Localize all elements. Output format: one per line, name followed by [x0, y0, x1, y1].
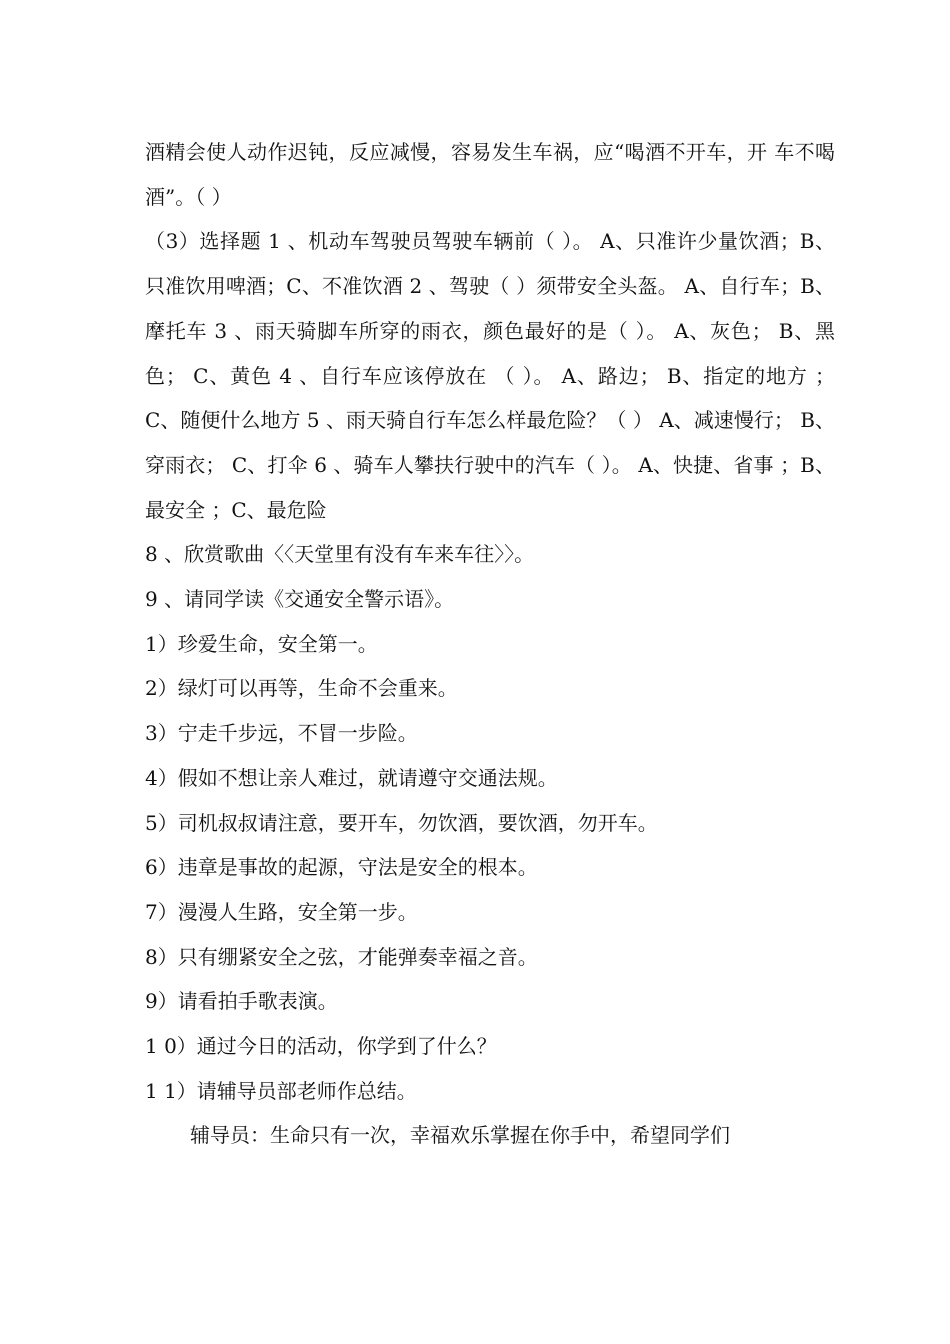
- paragraph-item-11: 1 1）请辅导员部老师作总结。: [145, 1078, 417, 1103]
- paragraph-question-10: 1 0）通过今日的活动，你学到了什么？: [145, 1034, 497, 1059]
- paragraph-counselor-summary: 辅导员：生命只有一次，幸福欢乐掌握在你手中，希望同学们: [190, 1123, 730, 1148]
- slogan-item-1: 1）珍爱生命，安全第一。: [145, 631, 378, 656]
- slogan-item-8: 8）只有绷紧安全之弦，才能弹奏幸福之音。: [145, 944, 538, 969]
- slogan-item-9: 9）请看拍手歌表演。: [145, 989, 338, 1014]
- slogan-item-3: 3）宁走千步远，不冒一步险。: [145, 721, 418, 746]
- slogan-item-6: 6）违章是事故的起源，守法是安全的根本。: [145, 855, 538, 880]
- paragraph-slogans-intro: 9 、请同学读《交通安全警示语》。: [145, 587, 455, 612]
- slogan-item-5: 5）司机叔叔请注意，要开车，勿饮酒，要饮酒，勿开车。: [145, 810, 658, 835]
- slogan-item-7: 7）漫漫人生路，安全第一步。: [145, 899, 418, 924]
- paragraph-alcohol-statement: 酒精会使人动作迟钝，反应减慢，容易发生车祸，应“喝酒不开车，开 车不喝酒”。（ ）: [145, 140, 835, 209]
- paragraph-multiple-choice: （3）选择题 1 、机动车驾驶员驾驶车辆前（ ）。 A、只准许少量饮酒；B、只准饮用啤酒；C、不准饮酒 2 、驾驶（ ）须带安全头盔。 A、自行车；B、摩托车 3 、雨天骑脚车所穿的雨衣，颜色最好的是（ ）。 A、灰色； B、黑色； C、黄色 4 、自行车应该停放在 （ ）。 A、路边； B、指定的地方 ；C、随便什么地方 5 、雨天骑自行车怎么样最危险？（ ） A、减速慢行； B、穿雨衣； C、打伞 6 、骑车人攀扶行驶中的汽车（ ）。 A、快捷、省事 ；B、最安全 ；C、最危险: [145, 229, 835, 522]
- slogan-item-4: 4）假如不想让亲人难过，就请遵守交通法规。: [145, 765, 558, 790]
- slogan-item-2: 2）绿灯可以再等，生命不会重来。: [145, 676, 458, 701]
- paragraph-song: 8 、欣赏歌曲〈〈天堂里有没有车来车往〉〉。: [145, 542, 535, 567]
- document-body: [145, 130, 835, 1158]
